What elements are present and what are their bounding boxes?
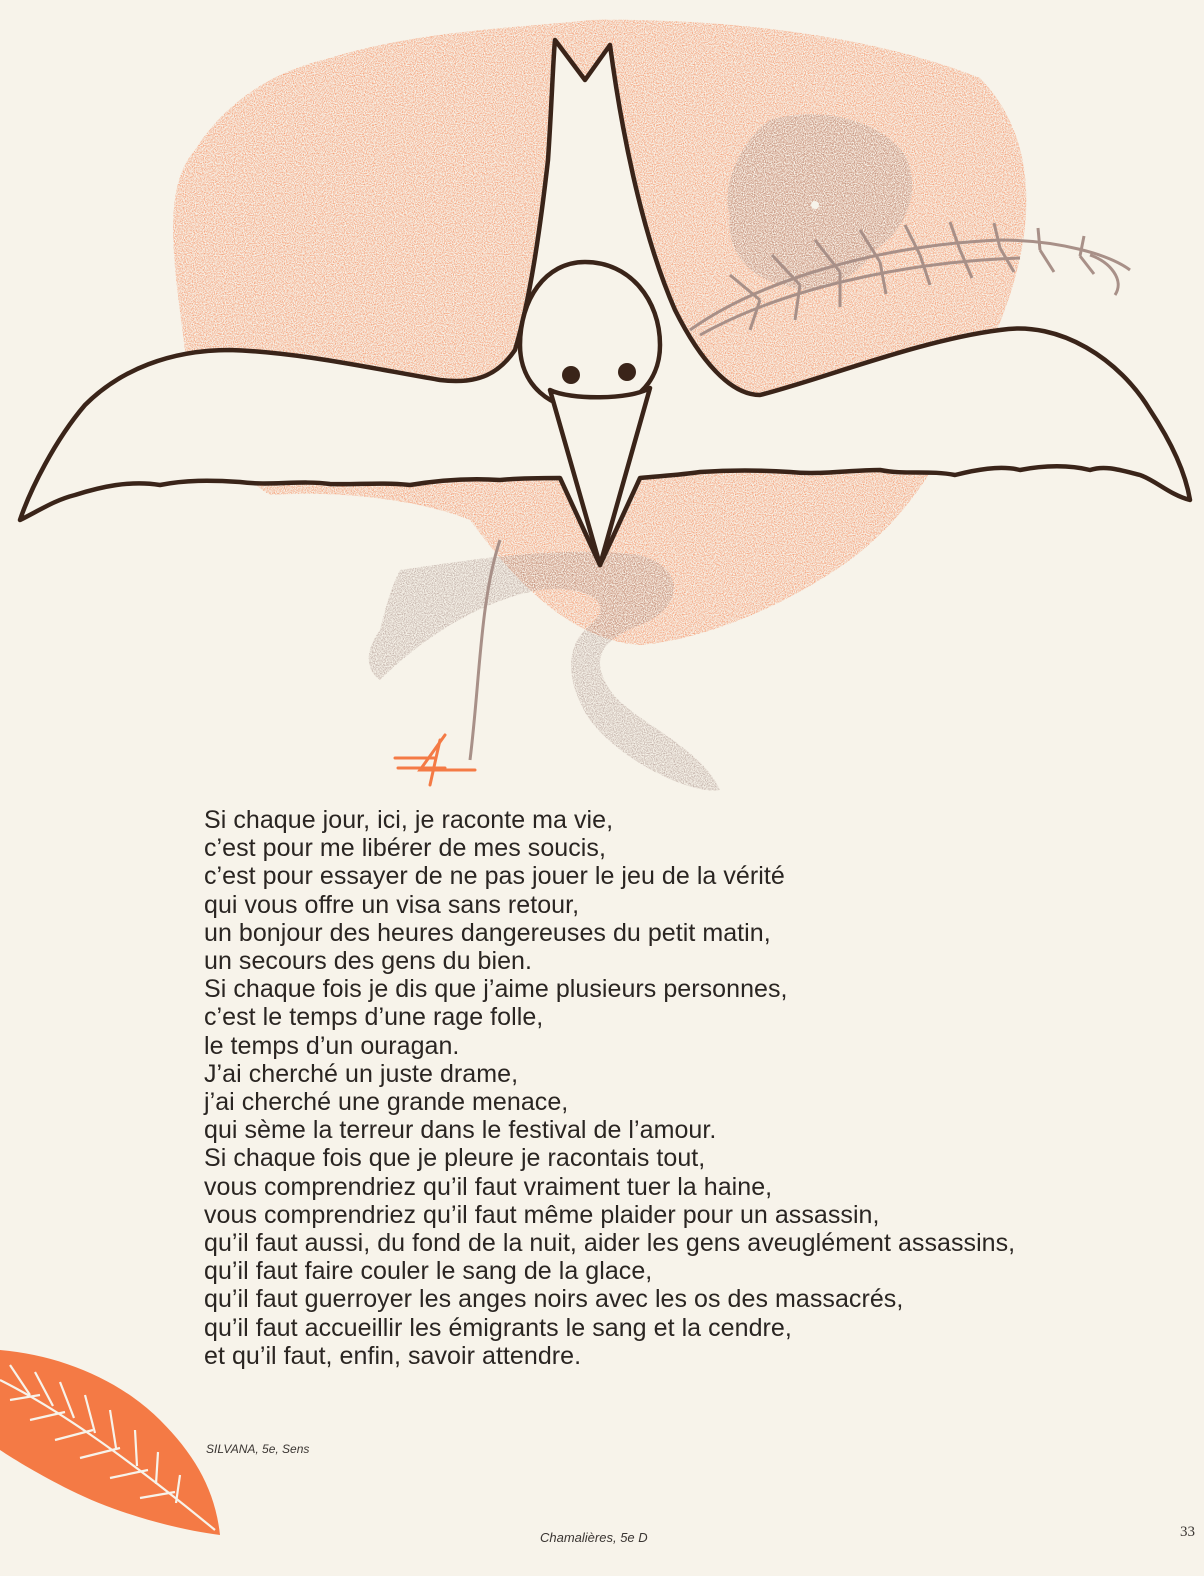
poem-line: Si chaque fois je dis que j’aime plusieurs personnes, xyxy=(204,975,788,1004)
artist-signature-mark xyxy=(395,735,475,785)
poem-line: qu’il faut aussi, du fond de la nuit, aider les gens aveuglément assassins, xyxy=(204,1229,1016,1258)
poem-line: vous comprendriez qu’il faut même plaider pour un assassin, xyxy=(204,1200,880,1229)
poem-line: qui vous offre un visa sans retour, xyxy=(204,890,580,919)
footer-caption: Chamalières, 5e D xyxy=(540,1530,648,1545)
page-number: 33 xyxy=(1180,1524,1195,1540)
bird-left-eye-icon xyxy=(562,366,580,384)
poem-line: qu’il faut guerroyer les anges noirs avec les os des massacrés, xyxy=(204,1285,904,1314)
poem-line: c’est pour me libérer de mes soucis, xyxy=(204,834,606,863)
poem-line: vous comprendriez qu’il faut vraiment tuer la haine, xyxy=(204,1172,773,1201)
poem-line: c’est le temps d’une rage folle, xyxy=(204,1003,544,1032)
poem-line: Si chaque fois que je pleure je racontais tout, xyxy=(204,1144,706,1173)
poem-line: qu’il faut accueillir les émigrants le sang et la cendre, xyxy=(204,1313,792,1342)
poem-text xyxy=(204,806,1194,1370)
ribbon-shape xyxy=(369,552,720,791)
poem-line: qu’il faut faire couler le sang de la glace, xyxy=(204,1257,653,1286)
flower-center-icon xyxy=(811,201,819,209)
poem-line: un secours des gens du bien. xyxy=(204,947,533,976)
poem-line: J’ai cherché un juste drame, xyxy=(204,1059,519,1088)
poem-line: et qu’il faut, enfin, savoir attendre. xyxy=(204,1341,582,1370)
poem-line: le temps d’un ouragan. xyxy=(204,1031,460,1060)
leaf-decoration-icon xyxy=(0,1340,230,1540)
poem-line: qui sème la terreur dans le festival de l’amour. xyxy=(204,1116,717,1145)
poem-line: c’est pour essayer de ne pas jouer le jeu de la vérité xyxy=(204,862,785,891)
bird-right-eye-icon xyxy=(618,363,636,381)
poem-line: j’ai cherché une grande menace, xyxy=(204,1088,569,1117)
poem-author: SILVANA, 5e, Sens xyxy=(206,1442,310,1456)
poem-line: un bonjour des heures dangereuses du petit matin, xyxy=(204,918,771,947)
poem-line: Si chaque jour, ici, je raconte ma vie, xyxy=(204,806,614,834)
